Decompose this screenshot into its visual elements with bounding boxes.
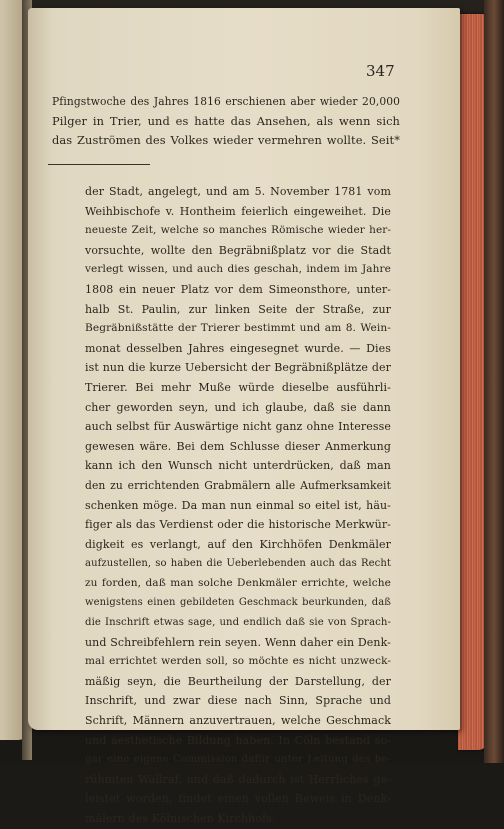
footnote-line: kann ich den Wunsch nicht unterdrücken, daß man: [85, 459, 391, 473]
main-text-block: [52, 92, 400, 151]
footnote-line: vorsuchte, wollte den Begräbnißplatz vor die Stadt: [85, 243, 391, 257]
footnote-line: Weihbischofe v. Hontheim feierlich eingeweihet. Die: [85, 204, 391, 218]
page-number: 347: [366, 62, 395, 80]
footnote-line: cher geworden seyn, und ich glaube, daß sie dann: [85, 400, 391, 414]
main-text-line: das Zuströmen des Volkes wieder vermehren wollte. Seit*: [52, 133, 400, 148]
footnote-line: figer als das Verdienst oder die historische Merkwür-: [85, 518, 391, 532]
footnote-rule: [48, 164, 150, 165]
footnote-line: monat desselben Jahres eingesegnet wurde. — Dies: [85, 341, 391, 355]
footnote-line: verlegt wissen, und auch dies geschah, indem im Jahre: [85, 263, 391, 276]
footnote-line: den zu errichtenden Grabmälern alle Aufmerksamkeit: [85, 478, 391, 492]
footnote-line: gewesen wäre. Bei dem Schlusse dieser Anmerkung: [85, 439, 391, 453]
footnote-block: [85, 182, 391, 829]
footnote-line: schenken möge. Da man nun einmal so eitel ist, häu-: [85, 498, 391, 512]
footnote-line: mäßig seyn, die Beurtheilung der Darstellung, der: [85, 674, 391, 688]
main-text-line: Pfingstwoche des Jahres 1816 erschienen aber wieder 20,000: [52, 95, 400, 108]
footnote-line: auch selbst für Auswärtige nicht ganz ohne Interesse: [85, 420, 391, 434]
footnote-line: halb St. Paulin, zur linken Seite der Straße, zur: [85, 302, 391, 316]
footnote-line: Begräbnißstätte der Trierer bestimmt und am 8. Wein-: [85, 322, 391, 335]
footnote-line: die Inschrift etwas sage, und endlich daß sie von Sprach-: [85, 617, 391, 629]
footnote-line: Inschrift, und zwar diese nach Sinn, Sprache und: [85, 694, 391, 708]
footnote-line: der Stadt, angelegt, und am 5. November 1781 vom: [85, 185, 391, 198]
footnote-line: und Schreibfehlern rein seyen. Wenn daher ein Denk-: [85, 635, 391, 649]
footnote-line: Trierer. Bei mehr Muße würde dieselbe ausführli-: [85, 380, 391, 394]
footnote-line: rühmten Wallraf, und daß dadurch ist Herrliches ge-: [85, 772, 391, 786]
book-cover-edge: [484, 0, 504, 763]
footnote-line: mälern des Kölnischen Kirchhofs.: [85, 812, 276, 825]
footnote-line: ist nun die kurze Uebersicht der Begräbnißplätze der: [85, 361, 391, 375]
footnote-line: zu forden, daß man solche Denkmäler errichte, welche: [85, 576, 391, 589]
footnote-line: aufzustellen, so haben die Ueberlebenden auch das Recht: [85, 558, 391, 570]
footnote-line: und aesthetische Bildung haben. In Cöln bestand so-: [85, 733, 391, 747]
footnote-line: Schrift, Männern anzuvertrauen, welche Geschmack: [85, 714, 391, 728]
footnote-line: leistet worden, findet einen vollen Beweis in Denk-: [85, 792, 391, 806]
footnote-line: digkeit es verlangt, auf den Kirchhöfen Denkmäler: [85, 537, 391, 551]
footnote-line: 1808 ein neuer Platz vor dem Simeonsthore, unter-: [85, 282, 391, 296]
footnote-line: gar eine eigene Commission dafür unter Leitung des be-: [85, 753, 391, 766]
main-text-line: Pilger in Trier, und es hatte das Ansehen, als wenn sich: [52, 113, 400, 128]
footnote-line: mal errichtet werden soll, so möchte es nicht unzweck-: [85, 655, 391, 668]
footnote-line: neueste Zeit, welche so manches Römische wieder her-: [85, 224, 391, 237]
footnote-line: wenigstens einen gebildeten Geschmack beurkunden, daß: [85, 597, 391, 609]
